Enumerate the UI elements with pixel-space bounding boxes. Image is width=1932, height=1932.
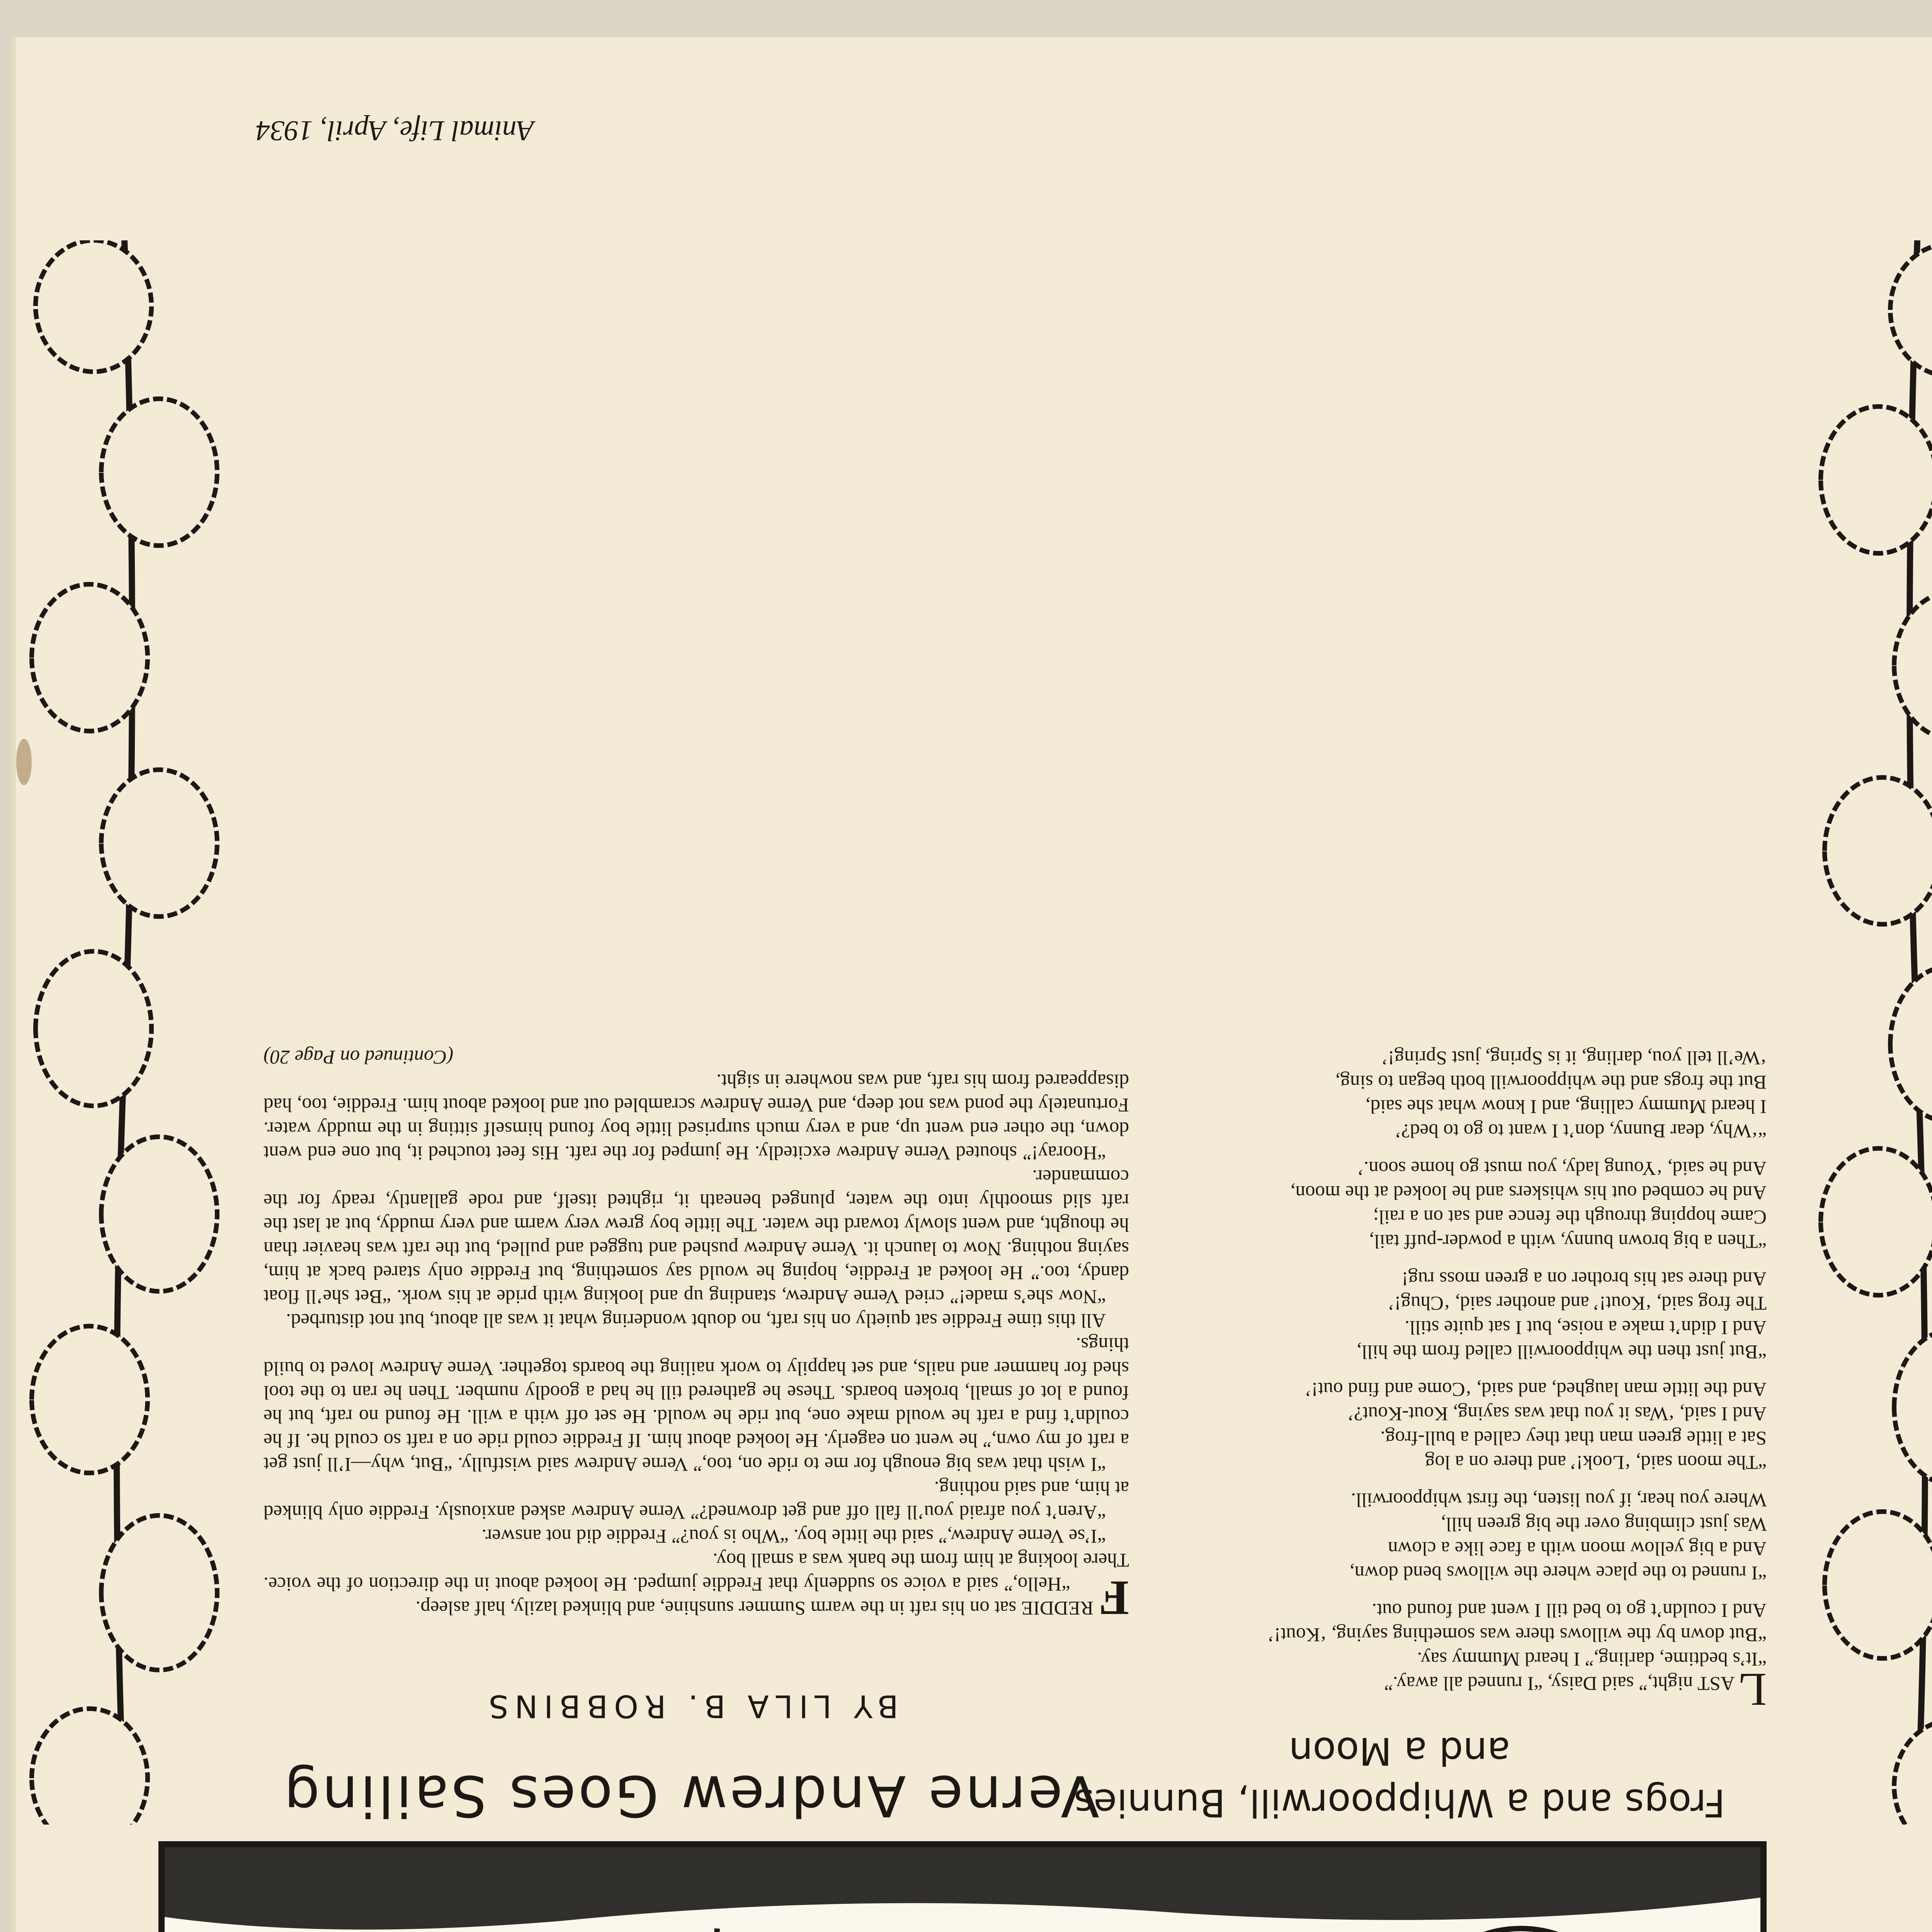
story-paragraph: “I wish that was big enough for me to ride on, too,” Verne Andrew said wistfully. “But, why—I’ll just get a raft of my own,” he went on eagerly. He looked about him. If Freddie could ride on a raft so could he. If he couldn’t find a raft he would make one, but ride he would. He set off with a will. He found no raft, but he found a lot of small, broken boards. These he gathered till he had a goodly number. Then he ran to the tool shed for hammer and nails, and set happily to work nailing the boards together. Verne Andrew loved to build things.	[264, 1333, 1129, 1475]
poem-line: And I said, ‘Was it you that was saying, Kout-Kout?’	[1347, 1403, 1767, 1424]
continued-note: (Continued on Page 20)	[264, 1046, 454, 1068]
story-byline: BY LILA B. ROBBINS	[483, 1688, 898, 1724]
poem-line: And a big yellow moon with a face like a clown	[1388, 1537, 1767, 1559]
story-paragraph: “Hooray!” shouted Verne Andrew excitedly. He jumped for the raft. His feet touched it, but one end went down, the other end went up, and a very much surprised little boy found himself sitting in the muddy water. Fortunately the pond was not deep, and Verne Andrew scrambled out and looked about him. Freddie, too, had disappeared from his raft, and was nowhere in sight.	[264, 1070, 1129, 1163]
poem-line: Came hopping through the fence and sat on a rail;	[1373, 1206, 1767, 1228]
story-drop-initial: F	[1099, 1571, 1129, 1626]
story-paragraph: All this time Freddie sat quietly on his raft, no doubt wondering what it was all about, but not disturbed.	[286, 1310, 1106, 1331]
poem-stanza	[1052, 1156, 1767, 1253]
pussy-willow-vine-icon	[1801, 240, 1932, 1825]
story-illustration	[158, 1841, 1767, 1932]
poem-line: And he said, ‘Young lady, you must go home soon.’	[1357, 1157, 1767, 1179]
poem-stanza	[1052, 1598, 1767, 1716]
poem-stanza	[1052, 1266, 1767, 1364]
poem-line: “But just then the whippoorwill called from the hill,	[1357, 1341, 1767, 1362]
issue-line: Animal Life, April, 1934	[255, 115, 534, 146]
poem-title: Frogs and a Whippoorwill, Bunnies and a Moon	[1074, 1729, 1725, 1825]
poem-line: But the frogs and the whippoorwill both began to sing,	[1335, 1071, 1767, 1093]
poem-line: “But down by the willows there was something saying, ‘Kout!’	[1267, 1624, 1767, 1645]
poem-line: The frog said, ‘Kout!’ and another said, ‘Chug!’	[1388, 1292, 1767, 1314]
poem-line: And he combed out his whiskers and he looked at the moon,	[1290, 1182, 1767, 1203]
poem-line: I heard Mummy calling, and I know what she said,	[1365, 1095, 1767, 1117]
story-paragraph: “Aren’t you afraid you’ll fall off and get drowned?” Verne Andrew asked anxiously. Freddie only blinked at him, and said nothing.	[264, 1477, 1129, 1523]
poem-stanza	[1052, 1377, 1767, 1474]
poem-line: And I couldn’t go to bed till I went and found out.	[1372, 1599, 1767, 1621]
pussy-willow-vine-icon	[9, 240, 240, 1825]
poem-line: Sat a little green man that they called a bull-frog.	[1380, 1427, 1767, 1449]
poem-line: “I runned to the place where the willows bend down,	[1349, 1562, 1767, 1583]
poem-line: Where you hear, if you listen, the first whippoorwill.	[1351, 1489, 1767, 1510]
poem-line: “It’s bedtime, darling,” I heard Mummy say.	[1417, 1648, 1767, 1670]
poem-line: “‘Why, dear Bunny, don’t I want to go to bed?’	[1395, 1120, 1767, 1141]
poem-line: And I didn’t make a noise, but I sat quite still.	[1405, 1316, 1767, 1338]
poem-body	[1052, 1032, 1767, 1716]
story-paragraph: “I’se Verne Andrew,” said the little boy. “Who is you?” Freddie did not answer.	[481, 1525, 1106, 1547]
poem-line: And the little man laughed, and said, ‘Come and find out!’	[1304, 1378, 1767, 1400]
poem-line: “Then a big brown bunny, with a powder-puff tail,	[1369, 1230, 1767, 1252]
story-body	[264, 1045, 1129, 1626]
poem-line: “The moon said, ‘Look!’ and there on a log	[1425, 1451, 1767, 1473]
magazine-page	[11, 37, 1932, 1932]
story-paragraph: “Now she’s made!” cried Verne Andrew, standing up and looking with pride at his work. “Bet she’ll float dandy, too.” He looked at Freddie, hoping he would say something, but Freddie only stared back at him, saying nothing. Now to launch it. Verne Andrew pushed and tugged and pulled, but the raft was heavier than he thought, and went slowly toward the water. The little boy grew very warm and very muddy, but at last the raft slid smoothly into the water, plunged beneath it, righted itself, and rode gallantly, ready for the commander.	[264, 1166, 1129, 1307]
story-paragraph-text: REDDIE sat on his raft in the warm Summer sunshine, and blinked lazily, half asleep.	[415, 1597, 1094, 1619]
poem-line: ‘We’ll tell you, darling, it is Spring, just Spring!’	[1381, 1047, 1767, 1068]
poem-stanza	[1052, 1487, 1767, 1585]
foxing-stain	[16, 739, 32, 785]
poem-line: And there sat his brother on a green moss rug!	[1401, 1268, 1767, 1289]
boy-on-raft-illustration-icon	[165, 1847, 1760, 1932]
story-paragraph: “Hello,” said a voice so suddenly that Freddie jumped. He looked about in the direction of the voice. There looking at him from the bank was a small boy.	[264, 1549, 1129, 1595]
poem-drop-initial: L	[1738, 1663, 1767, 1716]
poem-line	[1052, 1663, 1767, 1716]
poem-stanza	[1052, 1045, 1767, 1143]
story-title: Verne Andrew Goes Sailing	[282, 1763, 1099, 1828]
poem-line-text: AST night,” said Daisy, “I runned all away.”	[1384, 1672, 1735, 1694]
poem-line: Was just climbing over the big green hill,	[1441, 1513, 1767, 1535]
